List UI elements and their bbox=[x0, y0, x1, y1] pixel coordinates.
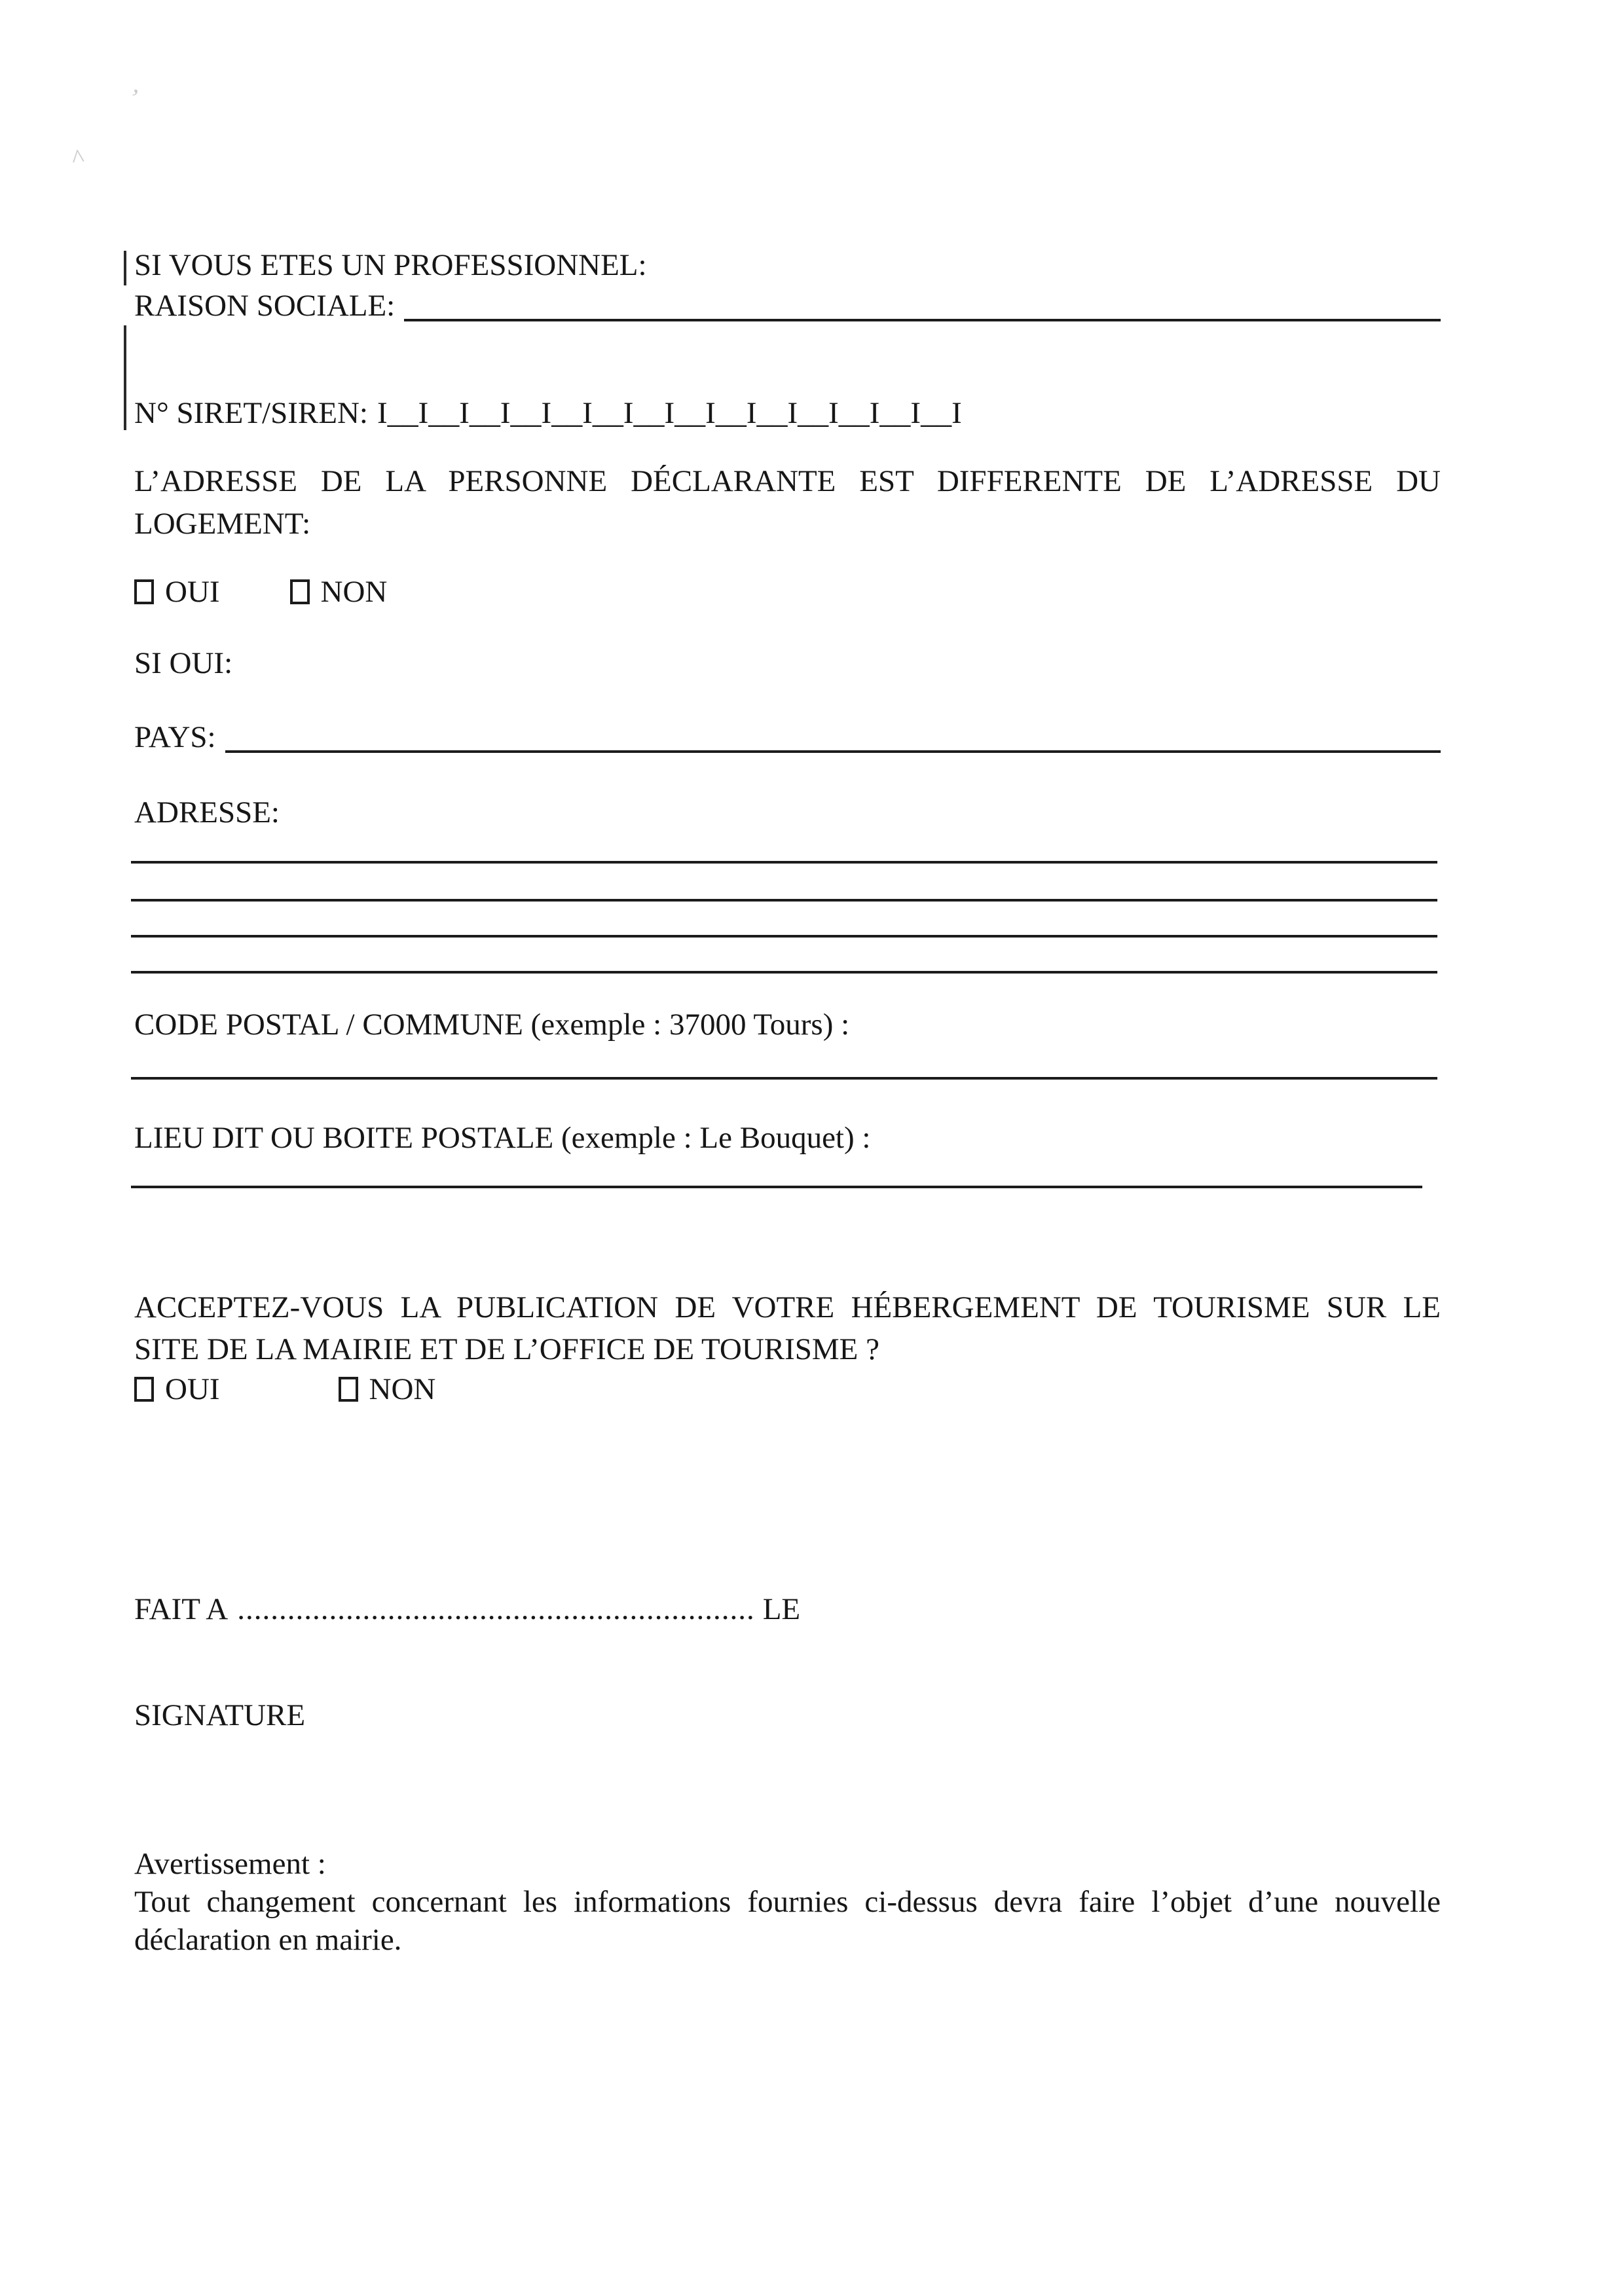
oui-checkbox[interactable] bbox=[134, 1377, 154, 1402]
adresse-blank-line-2[interactable] bbox=[131, 899, 1437, 902]
publication-question-paragraph bbox=[134, 1286, 1441, 1370]
scan-artifact: ʼ bbox=[126, 82, 142, 113]
address-question-paragraph bbox=[134, 460, 1441, 545]
publication-question-options bbox=[134, 1370, 435, 1409]
adresse-label: ADRESSE: bbox=[134, 795, 280, 829]
address-question-options bbox=[134, 572, 387, 611]
fait-a-label: FAIT A bbox=[134, 1592, 229, 1626]
scan-artifact: ^ bbox=[70, 143, 86, 173]
pays-row bbox=[134, 718, 1441, 757]
notice-line1: Tout changement concernant les informations fournies ci-dessus devra faire l’objet d’une nouvelle bbox=[134, 1885, 1441, 1919]
raison-sociale-row bbox=[134, 286, 1441, 325]
le-label: LE bbox=[762, 1592, 801, 1626]
adresse-blank-line-1[interactable] bbox=[131, 861, 1437, 864]
signature-label: SIGNATURE bbox=[134, 1698, 306, 1732]
raison-sociale-label: RAISON SOCIALE: bbox=[134, 289, 396, 323]
notice-block bbox=[134, 1845, 1441, 1959]
fait-a-row bbox=[134, 1590, 800, 1629]
margin-mark bbox=[124, 325, 126, 430]
notice-line2: déclaration en mairie. bbox=[134, 1923, 402, 1957]
professional-heading: SI VOUS ETES UN PROFESSIONNEL: bbox=[134, 248, 647, 282]
adresse-blank-line-3[interactable] bbox=[131, 935, 1437, 938]
siret-label: N° SIRET/SIREN: bbox=[134, 396, 368, 430]
publication-question-line2: SITE DE LA MAIRIE ET DE L’OFFICE DE TOURISME ? bbox=[134, 1332, 880, 1366]
raison-sociale-blank-line[interactable] bbox=[404, 286, 1441, 321]
fait-a-dotted-line[interactable]: .............................................................. bbox=[237, 1592, 755, 1626]
address-question-line1: L’ADRESSE DE LA PERSONNE DÉCLARANTE EST DIFFERENTE DE L’ADRESSE DU bbox=[134, 464, 1441, 498]
code-postal-label: CODE POSTAL / COMMUNE (exemple : 37000 Tours) : bbox=[134, 1008, 850, 1042]
publication-question-line1: ACCEPTEZ-VOUS LA PUBLICATION DE VOTRE HÉBERGEMENT DE TOURISME SUR LE bbox=[134, 1290, 1441, 1324]
pays-blank-line[interactable] bbox=[225, 718, 1441, 753]
oui-checkbox[interactable] bbox=[134, 579, 154, 604]
non-label: NON bbox=[320, 575, 388, 609]
si-oui-label: SI OUI: bbox=[134, 646, 233, 680]
non-label: NON bbox=[369, 1372, 436, 1406]
lieu-dit-blank-line[interactable] bbox=[131, 1186, 1422, 1188]
pays-label: PAYS: bbox=[134, 720, 216, 754]
non-checkbox[interactable] bbox=[339, 1377, 358, 1402]
oui-label: OUI bbox=[165, 1372, 220, 1406]
address-question-line2: LOGEMENT: bbox=[134, 507, 311, 541]
siret-digit-boxes[interactable]: I__I__I__I__I__I__I__I__I__I__I__I__I__I__I bbox=[377, 396, 962, 430]
margin-mark bbox=[124, 251, 126, 285]
siret-row bbox=[134, 393, 962, 433]
lieu-dit-label: LIEU DIT OU BOITE POSTALE (exemple : Le Bouquet) : bbox=[134, 1121, 871, 1155]
oui-label: OUI bbox=[165, 575, 220, 609]
non-checkbox[interactable] bbox=[290, 579, 310, 604]
code-postal-blank-line[interactable] bbox=[131, 1077, 1437, 1080]
adresse-blank-line-4[interactable] bbox=[131, 971, 1437, 974]
notice-title: Avertissement : bbox=[134, 1847, 326, 1881]
